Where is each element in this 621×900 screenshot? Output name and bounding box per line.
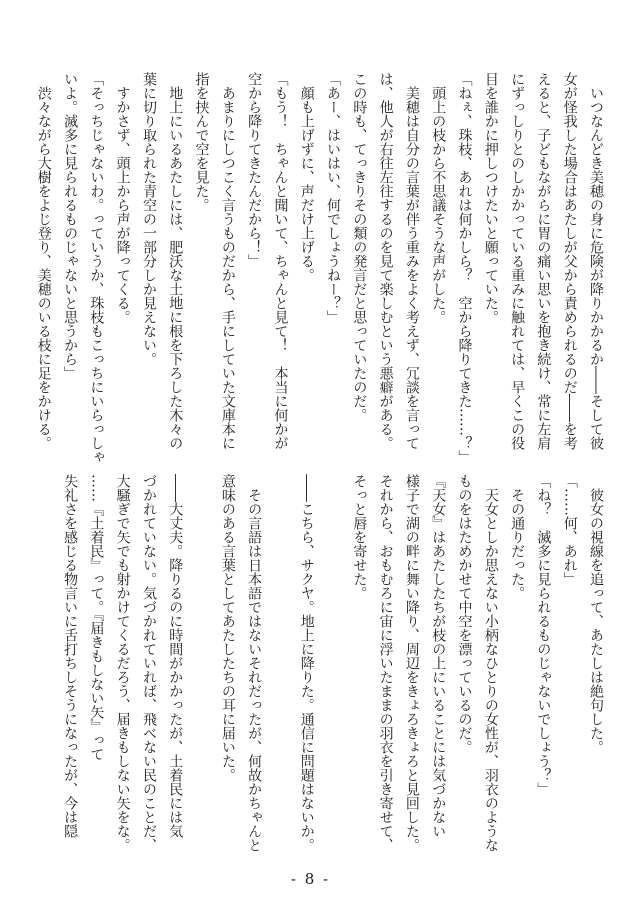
text-line: 地上にいるあたしには、肥沃な土地に根を下ろした木々の — [167, 72, 184, 450]
text-line: あまりにしつこく言うものだから、手にしていた文庫本に — [219, 72, 236, 450]
text-line: ――大丈夫。降りるのに時間がかかったが、土着民には気 — [167, 474, 184, 838]
text-line: 「そっちじゃないわ。っていうか、珠枝もこっちにいらっしゃ — [88, 72, 105, 464]
text-line: 「ね？ 滅多に見られるものじゃないでしょう？」 — [535, 474, 552, 796]
text-line: 美穂は自分の言葉が伴う重みをよく考えず、冗談を言って — [403, 72, 420, 450]
text-line: ものをはためかせて中空を漂っているのだ。 — [456, 474, 473, 754]
text-line: 彼女の視線を追って、あたしは絶句した。 — [588, 474, 604, 754]
text-line: ……『土着民』って。『届きもしない矢』って — [88, 474, 105, 761]
text-line: いよ。滅多に見られるものじゃないと思うから」 — [62, 72, 79, 380]
page-number: - 8 - — [290, 870, 331, 888]
text-line: 失礼さを感じる物言いに舌打ちしそうになったが、今は隠 — [62, 474, 79, 838]
text-line: この時も、てっきりその類の発言だと思っていたのだ。 — [351, 72, 368, 422]
text-line: は、他人が右往左往するのを見て楽しむという悪癖がある。 — [377, 72, 394, 450]
text-line: づかれていない。気づかれていれば、飛べない民のことだ、 — [140, 474, 157, 852]
text-line: 指を挟んで空を見た。 — [193, 72, 210, 212]
text-line: いつなんどき美穂の身に危険が降りかかるか――そして彼 — [588, 72, 604, 450]
blank-line — [320, 474, 346, 858]
text-line: 「あー、はいはい、何でしょうねー？」 — [325, 72, 342, 324]
text-line: 様子で湖の畔に舞い降り、周辺をきょろきょろと見回した。 — [403, 474, 420, 852]
text-line: 顔も上げずに、声だけ上げる。 — [298, 72, 315, 282]
text-line: 葉に切り取られた青空の一部分しか見えない。 — [140, 72, 157, 366]
text-line: 天女としか思えない小柄なひとりの女性が、羽衣のような — [482, 474, 499, 852]
text-line: にずっしりとのしかかっている重みに触れては、早くこの役 — [509, 72, 526, 450]
text-line: 「……何、あれ」 — [561, 474, 578, 586]
text-line: 大騒ぎで矢でも射かけてくるだろう、届きもしない矢をな。 — [114, 474, 131, 852]
text-line: 『天女』はあたしたちが枝の上にいることには気づかない — [430, 474, 447, 838]
text-line: 頭上の枝から不思議そうな声がした。 — [430, 72, 447, 324]
text-line: 意味のある言葉としてあたしたちの耳に届いた。 — [219, 474, 236, 782]
text-line: その通りだった。 — [509, 474, 526, 600]
blank-line — [188, 474, 214, 858]
text-line: 「もう！ ちゃんと聞いて、ちゃんと見て！ 本当に何かが — [272, 72, 289, 450]
text-line: そっと唇を寄せた。 — [351, 474, 368, 600]
text-line: 目を誰かに押しつけたいと願っていた。 — [482, 72, 499, 324]
text-line: ――こちら、サクヤ。地上に降りた。通信に問題はないか。 — [298, 474, 315, 852]
text-line: 女が怪我した場合はあたしが父から責められるのだ――を考 — [561, 72, 578, 450]
text-line: 渋々ながら大樹をよじ登り、美穂のいる枝に足をかける。 — [35, 72, 52, 450]
upper-text-block — [30, 72, 609, 464]
text-line: それから、おもむろに宙に浮いたままの羽衣を引き寄せて、 — [377, 474, 394, 852]
text-line: えると、子どもながらに胃の痛い思いを抱き続け、常に左肩 — [535, 72, 552, 450]
text-line: 「ねぇ、珠枝、あれは何かしら？ 空から降りてきた……？」 — [456, 72, 473, 464]
lower-text-block — [57, 474, 609, 858]
text-line: その言語は日本語ではないそれだったが、何故かちゃんと — [246, 474, 263, 852]
text-line: 空から降りてきたんだから！」 — [246, 72, 263, 268]
text-line: すかさず、頭上から声が降ってくる。 — [114, 72, 131, 324]
blank-line — [267, 474, 293, 858]
